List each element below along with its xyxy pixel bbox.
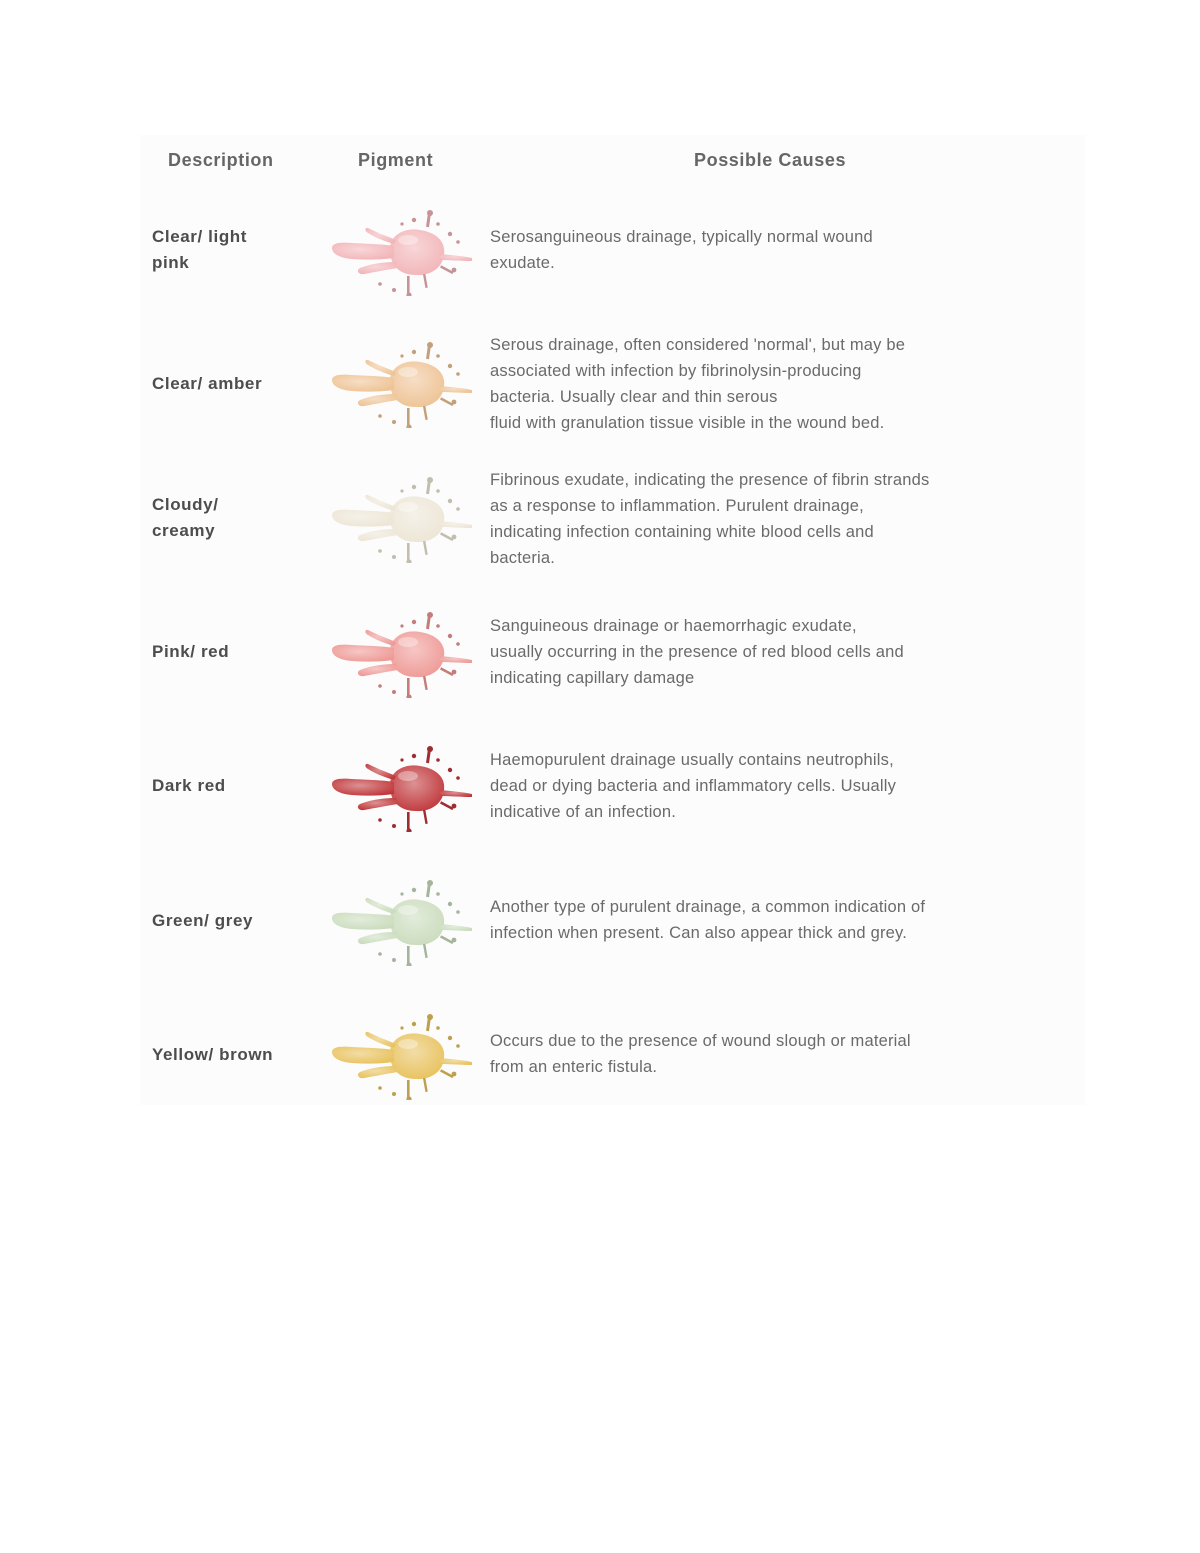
header-pigment: Pigment [358, 150, 434, 170]
description-cell: Dark red [152, 776, 226, 795]
splatter-icon [330, 210, 476, 296]
splatter-icon [330, 1014, 476, 1100]
causes-cell: Occurs due to the presence of wound slough or material from an enteric fistula. [490, 1032, 911, 1076]
causes-cell: Fibrinous exudate, indicating the presence of fibrin strands as a response to inflammation. Purulent drainage, indicating infection containing white blood cells and bacteria. [490, 471, 930, 567]
description-cell: Clear/ light pink [152, 227, 248, 272]
description-cell: Pink/ red [152, 642, 230, 661]
causes-cell: Another type of purulent drainage, a common indication of infection when present. Can also appear thick and grey. [490, 898, 926, 942]
causes-cell: Sanguineous drainage or haemorrhagic exudate, usually occurring in the presence of red blood cells and indicating capillary damage [490, 617, 904, 687]
splatter-icon [330, 342, 476, 428]
description-cell: Clear/ amber [152, 374, 263, 393]
splatter-icon [330, 746, 476, 832]
header-possible-causes: Possible Causes [694, 150, 847, 170]
description-cell: Cloudy/ creamy [152, 495, 219, 540]
causes-cell: Serous drainage, often considered 'normal', but may be associated with infection by fibrinolysin-producing bacteria. Usually clear and thin serous fluid with granulation tissue visible in the wound bed. [490, 336, 906, 432]
splatter-icon [330, 477, 476, 563]
description-cell: Yellow/ brown [152, 1045, 274, 1064]
causes-cell: Haemopurulent drainage usually contains neutrophils, dead or dying bacteria and inflammatory cells. Usually indicative of an infection. [490, 751, 897, 821]
causes-cell: Serosanguineous drainage, typically normal wound exudate. [490, 228, 873, 272]
description-cell: Green/ grey [152, 911, 254, 930]
splatter-icon [330, 612, 476, 698]
splatter-icon [330, 880, 476, 966]
header-description: Description [168, 150, 274, 170]
